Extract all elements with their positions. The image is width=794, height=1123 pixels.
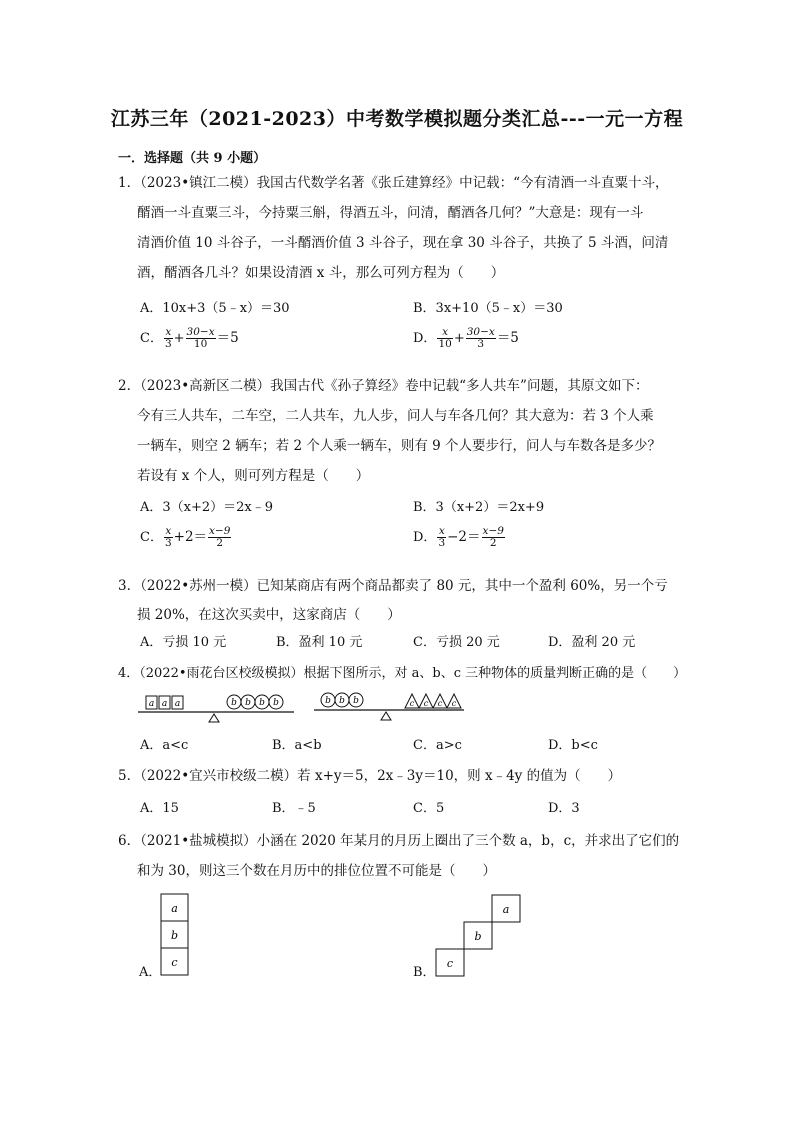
q3-line: 3．（2022•苏州一模）已知某商店有两个商品都卖了 80 元，其中一个盈利 60%，另一个亏 bbox=[118, 578, 668, 594]
q4-option-c: C．a>c bbox=[413, 738, 462, 753]
circle-weight-label: b bbox=[273, 698, 279, 708]
q1-option-c bbox=[140, 327, 239, 350]
square-weight-label: a bbox=[174, 699, 181, 709]
scale-left-pan-circles bbox=[321, 693, 363, 707]
cell-label: c bbox=[446, 957, 454, 970]
scale-fulcrum bbox=[381, 712, 391, 720]
denominator: 3 bbox=[438, 537, 446, 549]
q1-option-a: A．10x+3（5﹣x）＝30 bbox=[140, 301, 290, 316]
equation-middle: −2＝ bbox=[447, 529, 481, 545]
circle-weight-label: b bbox=[339, 696, 345, 706]
cell-label: a bbox=[171, 902, 178, 915]
fraction bbox=[164, 526, 173, 549]
equation-tail: ＝5 bbox=[496, 330, 519, 346]
equation-tail: ＝5 bbox=[216, 330, 239, 346]
numerator: x bbox=[442, 326, 449, 338]
fraction bbox=[482, 526, 505, 549]
q4-line: 4．（2022•雨花台区校级模拟）根据下图所示，对 a、b、c 三种物体的质量判断正确的是（ ） bbox=[118, 666, 687, 681]
q4-option-b: B．a<b bbox=[272, 738, 322, 753]
triangle-weight-label: c bbox=[451, 699, 457, 708]
cell-label: a bbox=[502, 903, 510, 916]
q3-option-a: A．亏损 10 元 bbox=[140, 635, 227, 650]
q5-line: 5．（2022•宜兴市校级二模）若 x+y＝5，2x﹣3y＝10，则 x﹣4y 的值为（ ） bbox=[118, 768, 622, 784]
numerator: x bbox=[165, 326, 172, 338]
triangle-weight-label: c bbox=[423, 699, 429, 708]
balance-scales-figure bbox=[134, 688, 474, 728]
scale-right-pan-triangles bbox=[405, 694, 461, 708]
q6-option-b: B． bbox=[413, 965, 436, 980]
fraction bbox=[208, 526, 231, 549]
operator: + bbox=[173, 331, 185, 346]
q5-option-a: A．15 bbox=[140, 801, 179, 816]
circle-weight-label: b bbox=[325, 696, 331, 706]
q5-option-b: B．﹣5 bbox=[272, 801, 316, 816]
q6-line: 和为 30，则这三个数在月历中的排位位置不可能是（ ） bbox=[137, 863, 496, 879]
q1-option-b: B．3x+10（5﹣x）＝30 bbox=[413, 301, 563, 316]
option-label: D． bbox=[413, 331, 437, 346]
q1-line: 醑酒一斗直粟三斗，今持粟三斛，得酒五斗，问清，醑酒各几何？”大意是：现有一斗 bbox=[137, 205, 644, 221]
calendar-diagonal-figure bbox=[434, 894, 524, 980]
square-weight-label: a bbox=[161, 699, 168, 709]
q1-line: 酒，醑酒各几斗？如果设清酒 x 斗，那么可列方程为（ ） bbox=[137, 265, 505, 281]
q6-line: 6．（2021•盐城模拟）小涵在 2020 年某月的月历上圈出了三个数 a，b，c，并求出了它们的 bbox=[118, 833, 680, 849]
scale-fulcrum bbox=[209, 714, 219, 722]
fraction bbox=[466, 327, 496, 350]
numerator: x bbox=[165, 525, 172, 537]
circle-weight-label: b bbox=[353, 696, 359, 706]
circle-weight-label: b bbox=[259, 698, 265, 708]
option-label: C． bbox=[140, 331, 163, 346]
page-title: 江苏三年（2021-2023）中考数学模拟题分类汇总---一元一方程 bbox=[110, 108, 684, 130]
denominator: 2 bbox=[482, 537, 505, 549]
scale-left-pan-squares bbox=[146, 696, 183, 709]
denominator: 2 bbox=[208, 537, 231, 549]
q2-line: 一辆车，则空 2 辆车；若 2 个人乘一辆车，则有 9 个人要步行，问人与车数各是多少？ bbox=[137, 438, 662, 454]
q2-option-b: B．3（x+2）＝2x+9 bbox=[413, 500, 545, 515]
q3-line: 损 20%，在这次买卖中，这家商店（ ） bbox=[137, 607, 401, 623]
q3-option-b: B．盈利 10 元 bbox=[276, 635, 363, 650]
q2-line: 若设有 x 个人，则可列方程是（ ） bbox=[137, 468, 370, 484]
q5-option-d: D．3 bbox=[548, 801, 580, 816]
cell-label: b bbox=[170, 929, 179, 942]
square-weight-label: a bbox=[148, 699, 155, 709]
numerator: 30−x bbox=[466, 326, 495, 338]
triangle-weight-label: c bbox=[409, 699, 415, 708]
q1-option-d bbox=[413, 327, 519, 350]
q2-line: 2．（2023•高新区二模）我国古代《孙子算经》卷中记载“多人共车”问题，其原文如下： bbox=[118, 378, 649, 394]
equation-middle: +2＝ bbox=[173, 529, 208, 545]
triangle-weight-label: c bbox=[437, 699, 443, 708]
q1-line: 清酒价值 10 斗谷子，一斗醑酒价值 3 斗谷子，现在拿 30 斗谷子，共换了 5 斗酒，问清 bbox=[137, 235, 669, 251]
circle-weight-label: b bbox=[245, 698, 251, 708]
numerator: x−9 bbox=[482, 525, 504, 537]
denominator: 3 bbox=[466, 338, 496, 350]
q3-option-c: C．亏损 20 元 bbox=[413, 635, 500, 650]
fraction bbox=[164, 327, 173, 350]
q3-option-d: D．盈利 20 元 bbox=[548, 635, 636, 650]
cell-label: c bbox=[171, 956, 178, 969]
q2-line: 今有三人共车，二车空，二人共车，九人步，问人与车各几何？其大意为：若 3 个人乘 bbox=[137, 408, 654, 424]
circle-weight-label: b bbox=[231, 698, 237, 708]
denominator: 10 bbox=[438, 338, 452, 350]
numerator: 30−x bbox=[186, 326, 215, 338]
q2-option-a: A．3（x+2）＝2x﹣9 bbox=[140, 500, 274, 515]
fraction bbox=[437, 526, 446, 549]
q4-option-d: D．b<c bbox=[548, 738, 598, 753]
calendar-vertical-figure bbox=[160, 893, 190, 979]
q2-option-d bbox=[413, 526, 506, 549]
fraction bbox=[437, 327, 452, 350]
numerator: x−9 bbox=[209, 525, 231, 537]
option-label: C． bbox=[140, 530, 163, 545]
q2-option-c bbox=[140, 526, 232, 549]
q6-option-a: A． bbox=[139, 965, 162, 980]
q1-line: 1．（2023•镇江二模）我国古代数学名著《张丘建算经》中记载：“今有清酒一斗直粟十斗， bbox=[118, 175, 669, 191]
numerator: x bbox=[438, 525, 445, 537]
option-label: D． bbox=[413, 530, 437, 545]
q4-option-a: A．a<c bbox=[140, 738, 189, 753]
denominator: 3 bbox=[164, 338, 172, 350]
denominator: 3 bbox=[164, 537, 172, 549]
denominator: 10 bbox=[186, 338, 216, 350]
fraction bbox=[186, 327, 216, 350]
scale-right-pan-circles bbox=[227, 695, 283, 709]
q5-option-c: C．5 bbox=[413, 801, 445, 816]
section-heading: 一．选择题（共 9 小题） bbox=[118, 151, 267, 166]
operator: + bbox=[453, 331, 465, 346]
cell-label: b bbox=[474, 930, 482, 943]
